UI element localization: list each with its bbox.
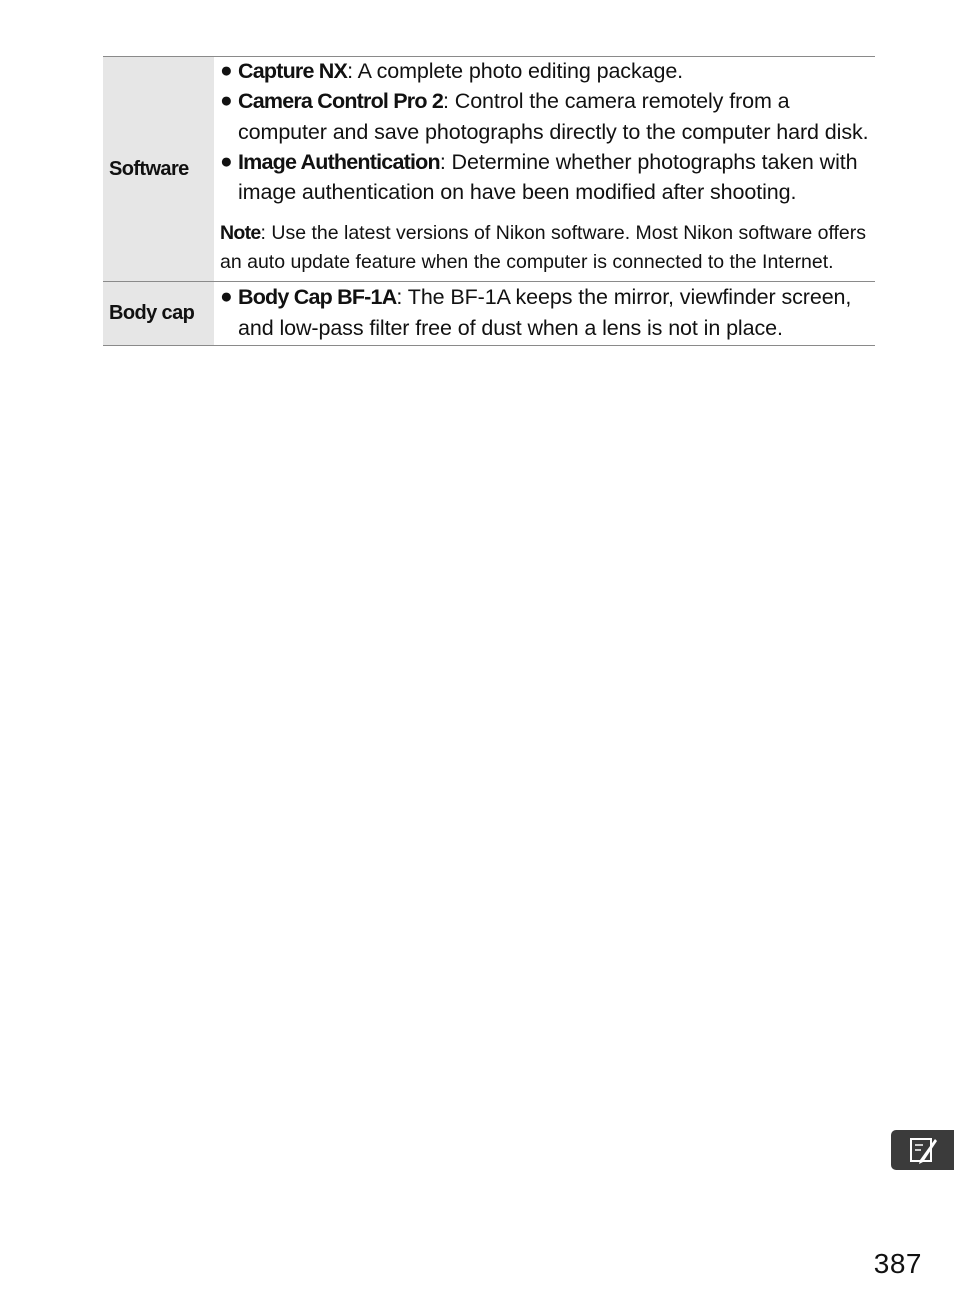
- item-term: Capture NX: [238, 59, 348, 83]
- row-content-software: [214, 57, 875, 281]
- note-text: : Use the latest versions of Nikon software. Most Nikon software offers an auto update feature when the computer is connected to the Internet.: [220, 222, 867, 274]
- bullet-icon: ●: [220, 285, 233, 309]
- note-term: Note: [220, 222, 261, 245]
- bullet-icon: ●: [220, 89, 233, 113]
- bullet-icon: ●: [220, 59, 233, 82]
- row-label-body-cap: Body cap: [103, 282, 214, 345]
- bullet-icon: ●: [220, 149, 233, 173]
- table-row-body-cap: [103, 282, 875, 346]
- item-text: : The BF-1A keeps the mirror, viewfinder screen, and low-pass filter free of dust when a lens is not in place.: [238, 285, 852, 340]
- list-item: [220, 86, 869, 147]
- software-list: [220, 56, 869, 207]
- item-term: Camera Control Pro 2: [238, 89, 444, 114]
- list-item: [220, 282, 869, 343]
- spec-table: [103, 56, 875, 346]
- row-content-body-cap: [214, 282, 875, 345]
- body-cap-list: [220, 282, 869, 343]
- row-label-software: Software: [103, 57, 214, 281]
- item-term: Image Authentication: [238, 149, 440, 174]
- page-number: 387: [873, 1248, 922, 1279]
- section-tab[interactable]: [891, 1130, 954, 1170]
- item-text: : Determine whether photographs taken with image authentication on have been modified after shooting.: [238, 149, 858, 205]
- item-text: : Control the camera remotely from a computer and save photographs directly to the computer hard disk.: [238, 89, 869, 144]
- list-item: [220, 56, 869, 86]
- item-term: Body Cap BF-1A: [238, 285, 397, 310]
- item-text: : A complete photo editing package.: [347, 59, 684, 83]
- table-row-software: [103, 57, 875, 282]
- list-item: [220, 147, 869, 208]
- pencil-note-icon: [906, 1134, 940, 1166]
- software-note: [220, 219, 869, 277]
